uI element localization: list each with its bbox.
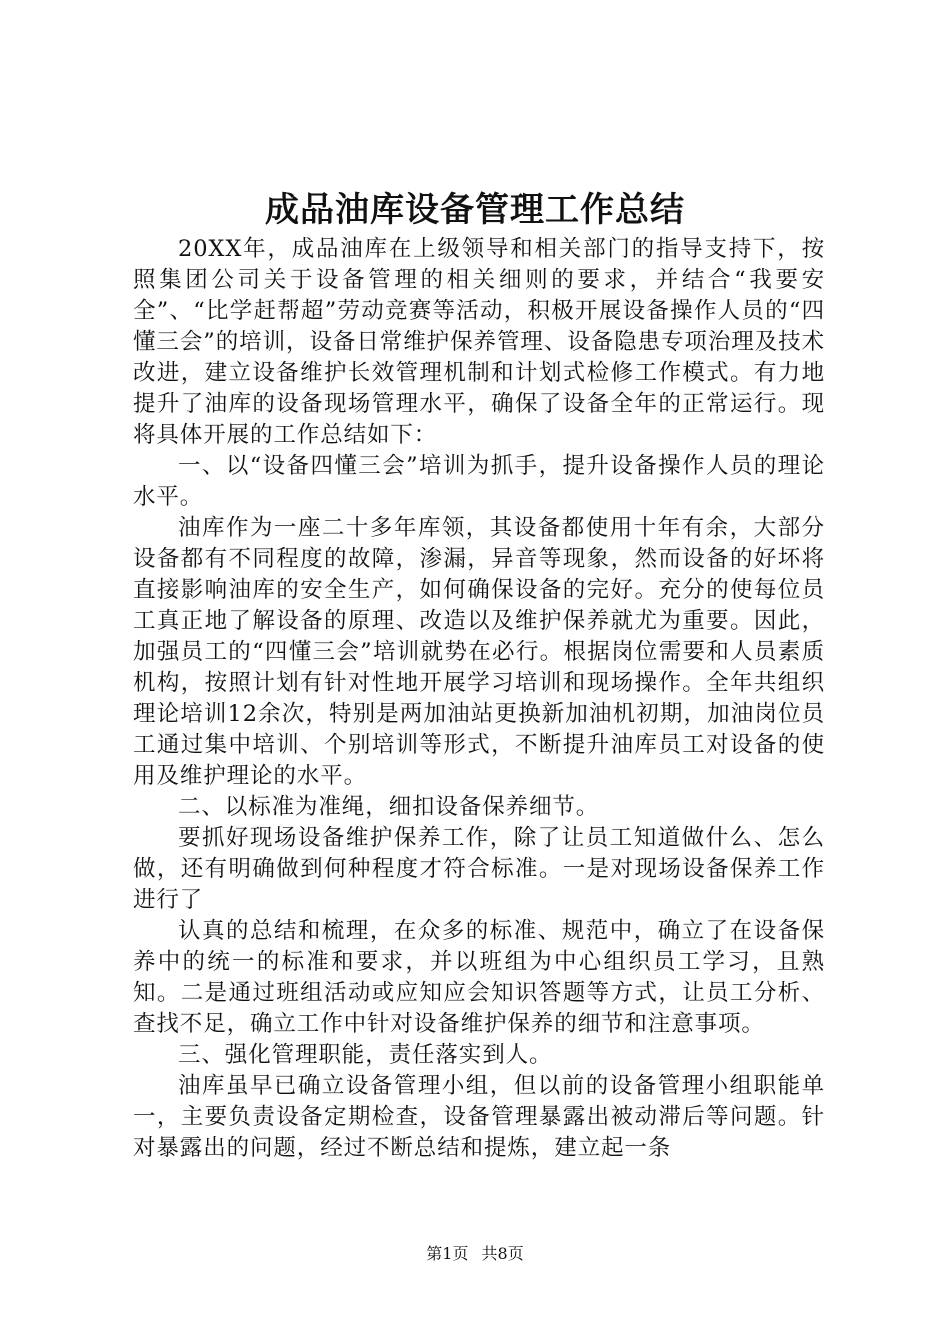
paragraph-section-3: 油库虽早已确立设备管理小组，但以前的设备管理小组职能单一，主要负责设备定期检查，设备管理暴露出被动滞后等问题。针对暴露出的问题，经过不断总结和提炼，建立起一条 [133, 1073, 825, 1161]
paragraph-section-2b: 认真的总结和梳理，在众多的标准、规范中，确立了在设备保养中的统一的标准和要求，并以班组为中心组织员工学习，且熟知。二是通过班组活动或应知应会知识答题等方式，让员工分析、查找不足，确立工作中针对设备维护保养的细节和注意事项。 [133, 918, 825, 1037]
document-title: 成品油库设备管理工作总结 [265, 190, 685, 230]
section-heading-3: 三、强化管理职能，责任落实到人。 [178, 1042, 553, 1068]
page-total: 共8页 [481, 1244, 524, 1263]
paragraph-intro: 20XX年，成品油库在上级领导和相关部门的指导支持下，按照集团公司关于设备管理的相关细则的要求，并结合“我要安全”、“比学赶帮超”劳动竞赛等活动，积极开展设备操作人员的“四懂三会”的培训，设备日常维护保养管理、设备隐患专项治理及技术改进，建立设备维护长效管理机制和计划式检修工作模式。有力地提升了油库的设备现场管理水平，确保了设备全年的正常运行。现将具体开展的工作总结如下： [133, 236, 825, 448]
paragraph-section-1: 油库作为一座二十多年库领，其设备都使用十年有余，大部分设备都有不同程度的故障，渗漏，异音等现象，然而设备的好坏将直接影响油库的安全生产，如何确保设备的完好。充分的使每位员工真正地了解设备的原理、改造以及维护保养就尤为重要。因此，加强员工的“四懂三会”培训就势在必行。根据岗位需要和人员素质机构，按照计划有针对性地开展学习培训和现场操作。全年共组织理论培训12余次，特别是两加油站更换新加油机初期，加油岗位员工通过集中培训、个别培训等形式，不断提升油库员工对设备的使用及维护理论的水平。 [133, 515, 825, 789]
page-number: 第1页 [426, 1244, 469, 1263]
paragraph-section-2a: 要抓好现场设备维护保养工作，除了让员工知道做什么、怎么做，还有明确做到何种程度才符合标准。一是对现场设备保养工作进行了 [133, 825, 825, 913]
document-body [133, 234, 825, 1164]
section-heading-1: 一、以“设备四懂三会”培训为抓手，提升设备操作人员的理论水平。 [133, 453, 825, 510]
page-footer [0, 1244, 950, 1264]
section-heading-2: 二、以标准为准绳，细扣设备保养细节。 [178, 794, 600, 820]
